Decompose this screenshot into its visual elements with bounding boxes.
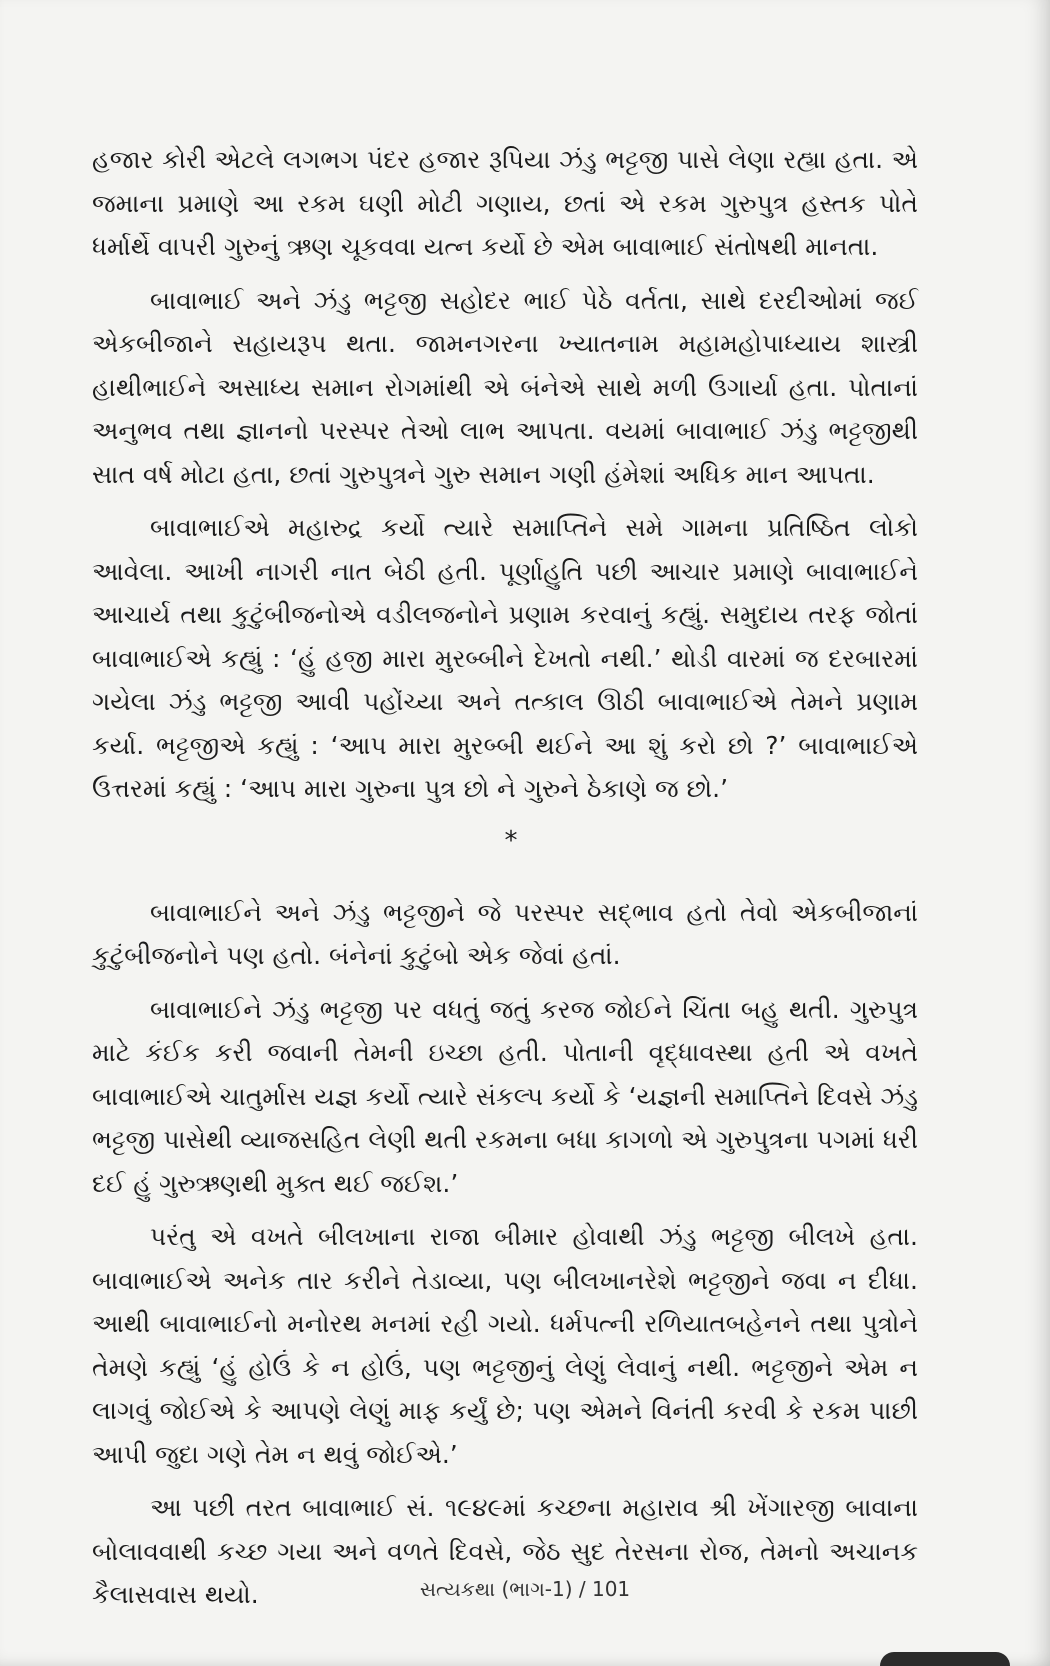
section-separator: * [504,825,518,856]
paragraph: બાવાભાઈને અને ઝંડુ ભટ્ટજીને જે પરસ્પર સદ્ભાવ હતો તેવો એકબીજાનાં કુટુંબીજનોને પણ હતો. બંનેનાં કુટુંબો એક જેવાં હતાં. [92,897,918,970]
paragraph: બાવાભાઈ અને ઝંડુ ભટ્ટજી સહોદર ભાઈ પેઠે વર્તતા, સાથે દરદીઓમાં જઈ એકબીજાને સહાયરૂપ થતા. જામનગરના ખ્યાતનામ મહામહોપાધ્યાય શાસ્ત્રી હાથીભાઈને અસાધ્ય સમાન રોગમાંથી એ બંનેએ સાથે મળી ઉગાર્યા હતા. પોતાનાં અનુભવ તથા જ્ઞાનનો પરસ્પર તેઓ લાભ આપતા. વયમાં બાવાભાઈ ઝંડુ ભટ્ટજીથી સાત વર્ષ મોટા હતા, છતાં ગુરુપુત્રને ગુરુ સમાન ગણી હંમેશાં અધિક માન આપતા. [92,285,918,489]
scan-edge-shadow [880,1652,1010,1666]
paragraph: બાવાભાઈએ મહારુદ્ર કર્યો ત્યારે સમાપ્તિને સમે ગામના પ્રતિષ્ઠિત લોકો આવેલા. આખી નાગરી નાત બેઠી હતી. પૂર્ણાહુતિ પછી આચાર પ્રમાણે બાવાભાઈને આચાર્ય તથા કુટુંબીજનોએ વડીલજનોને પ્રણામ કરવાનું કહ્યું. સમુદાય તરફ જોતાં બાવાભાઈએ કહ્યું : ‘હું હજી મારા મુરબ્બીને દેખતો નથી.’ થોડી વારમાં જ દરબારમાં ગયેલા ઝંડુ ભટ્ટજી આવી પહોંચ્યા અને તત્કાલ ઊઠી બાવાભાઈએ તેમને પ્રણામ કર્યા. ભટ્ટજીએ કહ્યું : ‘આપ મારા મુરબ્બી થઈને આ શું કરો છો ?’ બાવાભાઈએ ઉત્તરમાં કહ્યું : ‘આપ મારા ગુરુના પુત્ર છો ને ગુરુને ઠેકાણે જ છો.’ [92,513,918,803]
page-footer: સત્યકથા (ભાગ-1) / 101 [419,1577,631,1601]
paragraph: બાવાભાઈને ઝંડુ ભટ્ટજી પર વધતું જતું કરજ જોઈને ચિંતા બહુ થતી. ગુરુપુત્ર માટે કંઈક કરી જવાની તેમની ઇચ્છા હતી. પોતાની વૃદ્ધાવસ્થા હતી એ વખતે બાવાભાઈએ ચાતુર્માસ યજ્ઞ કર્યો ત્યારે સંકલ્પ કર્યો કે ‘યજ્ઞની સમાપ્તિને દિવસે ઝંડુ ભટ્ટજી પાસેથી વ્યાજસહિત લેણી થતી રકમના બધા કાગળો એ ગુરુપુત્રના પગમાં ધરી દઈ હું ગુરુઋણથી મુક્ત થઈ જઈશ.’ [92,994,918,1198]
body-text [92,138,918,1627]
paragraph: આ પછી તરત બાવાભાઈ સં. ૧૯૪૯માં કચ્છના મહારાવ શ્રી ખેંગારજી બાવાના બોલાવવાથી કચ્છ ગયા અને વળતે દિવસે, જેઠ સુદ તેરસના રોજ, તેમનો અચાનક કૈલાસવાસ થયો. [92,1493,918,1609]
paragraph: હજાર કોરી એટલે લગભગ પંદર હજાર રૂપિયા ઝંડુ ભટ્ટજી પાસે લેણા રહ્યા હતા. એ જમાના પ્રમાણે આ રકમ ઘણી મોટી ગણાય, છતાં એ રકમ ગુરુપુત્ર હસ્તક પોતે ધર્માર્થે વાપરી ગુરુનું ઋણ ચૂકવવા યત્ન કર્યો છે એમ બાવાભાઈ સંતોષથી માનતા. [92,145,918,261]
paragraph: પરંતુ એ વખતે બીલખાના રાજા બીમાર હોવાથી ઝંડુ ભટ્ટજી બીલખે હતા. બાવાભાઈએ અનેક તાર કરીને તેડાવ્યા, પણ બીલખાનરેશે ભટ્ટજીને જવા ન દીધા. આથી બાવાભાઈનો મનોરથ મનમાં રહી ગયો. ધર્મપત્ની રળિયાતબહેનને તથા પુત્રોને તેમણે કહ્યું ‘હું હોઉં કે ન હોઉં, પણ ભટ્ટજીનું લેણું લેવાનું નથી. ભટ્ટજીને એમ ન લાગવું જોઈએ કે આપણે લેણું માફ કર્યું છે; પણ એમને વિનંતી કરવી કે રકમ પાછી આપી જુદા ગણે તેમ ન થવું જોઈએ.’ [92,1222,918,1469]
